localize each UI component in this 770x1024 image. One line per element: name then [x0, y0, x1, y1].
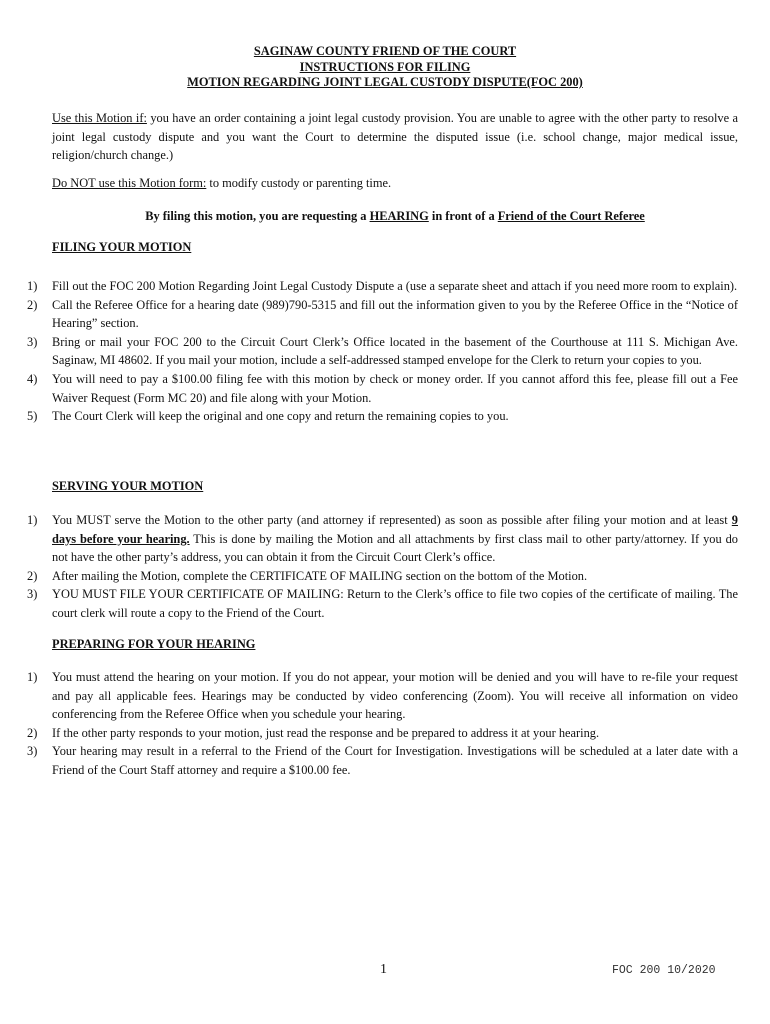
- list-item-text: If the other party responds to your motion, just read the response and be prepared to address it at your hearing.: [52, 725, 600, 740]
- form-code: FOC 200 10/2020: [612, 964, 716, 977]
- list-item-number: 1): [27, 513, 38, 527]
- list-item: [0, 333, 738, 370]
- serving-section-title: SERVING YOUR MOTION: [52, 479, 204, 493]
- header-county: SAGINAW COUNTY FRIEND OF THE COURT: [253, 44, 517, 58]
- list-item-text: You must attend the hearing on your motion. If you do not appear, your motion will be denied and you will have to re-file your request and pay all applicable fees. Hearings may be conducted by video conferencing (Zoom). You will receive all information on video conferencing from the Referee Office when you schedule your hearing.: [52, 670, 738, 722]
- list-item-text: Your hearing may result in a referral to the Friend of the Court for Investigation. Investigations will be scheduled at a later date with a Friend of the Court Staff attorney and require a $100.00 fee.: [52, 744, 738, 777]
- list-item: [0, 407, 738, 426]
- list-item: [0, 277, 738, 296]
- hearing-notice-pre: By filing this motion, you are requesting a: [145, 209, 370, 223]
- header-instructions: INSTRUCTIONS FOR FILING: [299, 59, 471, 74]
- header-motion-title: MOTION REGARDING JOINT LEGAL CUSTODY DISPUTE(FOC 200): [187, 75, 583, 89]
- hearing-notice-mid: in front of a: [428, 209, 498, 223]
- list-item: [0, 742, 738, 779]
- use-this-motion-label: Use this Motion if:: [52, 111, 147, 125]
- list-item-text: Bring or mail your FOC 200 to the Circuit Court Clerk’s Office located in the basement of the Courthouse at 111 S. Michigan Ave. Saginaw, MI 48602. If you mail your motion, include a self-addressed stamped envelope for the Clerk to return your copies to you.: [52, 334, 738, 368]
- list-item: [0, 585, 738, 622]
- hearing-notice-referee: Friend of the Court Referee: [497, 209, 645, 223]
- list-item-number: 3): [27, 334, 38, 349]
- preparing-section-title: PREPARING FOR YOUR HEARING: [52, 637, 256, 651]
- list-item-number: 3): [27, 587, 38, 602]
- list-item: [0, 370, 738, 407]
- list-item: [0, 511, 738, 567]
- list-item-text: After mailing the Motion, complete the CERTIFICATE OF MAILING section on the bottom of the Motion.: [52, 568, 588, 583]
- serving-list: [0, 511, 738, 623]
- use-this-motion-paragraph: [52, 109, 738, 165]
- list-item-text: The Court Clerk will keep the original and one copy and return the remaining copies to you.: [52, 409, 509, 424]
- list-item-text: Fill out the FOC 200 Motion Regarding Joint Legal Custody Dispute a (use a separate sheet and attach if you need more room to explain).: [52, 279, 738, 293]
- filing-section-title: FILING YOUR MOTION: [52, 240, 192, 254]
- nine-days-emphasis: 9 days before your hearing.: [52, 513, 738, 546]
- filing-list: [0, 277, 738, 426]
- list-item-number: 2): [27, 568, 38, 583]
- list-item-number: 1): [27, 279, 38, 293]
- list-item-number: 2): [27, 297, 38, 312]
- list-item: [0, 296, 738, 333]
- list-item-text: YOU MUST FILE YOUR CERTIFICATE OF MAILING: Return to the Clerk’s office to file two copies of the certificate of mailing. The court clerk will route a copy to the Friend of the Court.: [52, 587, 738, 620]
- hearing-notice-hearing: HEARING: [369, 209, 429, 223]
- do-not-use-text: to modify custody or parenting time.: [206, 176, 392, 190]
- do-not-use-label: Do NOT use this Motion form:: [52, 176, 207, 190]
- list-item-text: You will need to pay a $100.00 filing fee with this motion by check or money order. If you cannot afford this fee, please fill out a Fee Waiver Request (Form MC 20) and file along with your Motion.: [52, 371, 738, 405]
- list-item: [0, 567, 738, 586]
- hearing-notice: [52, 207, 738, 226]
- preparing-list: [0, 668, 738, 780]
- list-item-number: 4): [27, 371, 38, 386]
- list-item-text: Call the Referee Office for a hearing date (989)790-5315 and fill out the information given to you by the Referee Office in the “Notice of Hearing” section.: [52, 297, 738, 331]
- use-this-motion-text: you have an order containing a joint legal custody provision. You are unable to agree with the other party to resolve a joint legal custody dispute and you want the Court to determine the disputed issue (i.e. school change, major medical issue, religion/church change.): [52, 111, 739, 163]
- list-item: [0, 724, 738, 743]
- list-item-text: You MUST serve the Motion to the other party (and attorney if represented) as soon as possible after filing your motion and at least: [52, 513, 732, 527]
- list-item-number: 5): [27, 409, 38, 424]
- document-header: [0, 44, 770, 91]
- list-item-number: 2): [27, 725, 38, 740]
- page-number: 1: [380, 962, 387, 977]
- list-item-number: 3): [27, 744, 38, 759]
- list-item-number: 1): [27, 670, 38, 684]
- do-not-use-paragraph: [52, 174, 738, 193]
- list-item: [0, 668, 738, 724]
- list-item-text: This is done by mailing the Motion and all attachments by first class mail to other party/attorney. If you do not have the other party’s address, you can obtain it from the Circuit Court Clerk’s office.: [52, 531, 738, 565]
